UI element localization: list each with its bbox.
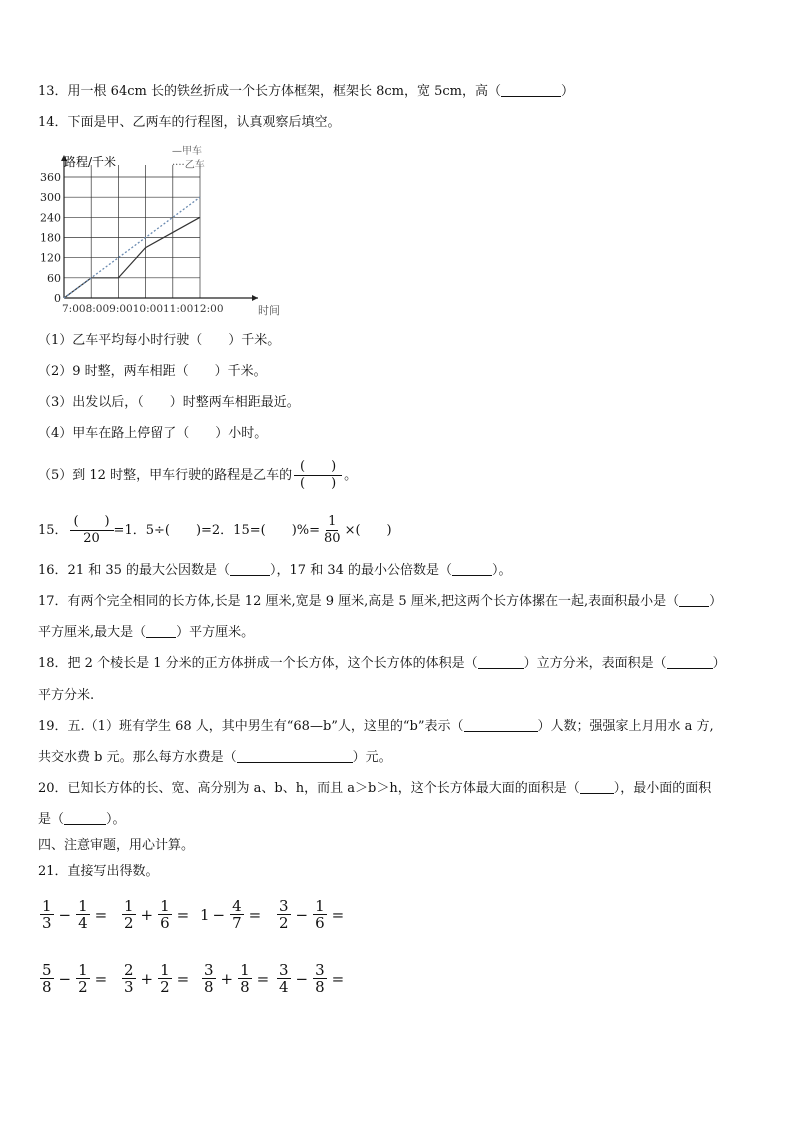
question-17-line-1: 17．有两个完全相同的长方体,长是 12 厘米,宽是 9 厘米,高是 5 厘米,把这两个长方体摞在一起,表面积最小是（ ） <box>38 594 723 609</box>
calc-item[interactable] <box>200 898 264 931</box>
calc-item[interactable] <box>275 898 347 931</box>
fraction-denominator: 4 <box>279 978 289 996</box>
fraction-denominator: 2 <box>78 978 88 996</box>
fraction-numerator: 3 <box>204 961 214 979</box>
fraction-numerator: 1 <box>78 897 88 915</box>
fraction-denominator: 7 <box>232 914 242 932</box>
fraction <box>230 898 244 931</box>
fraction <box>313 898 327 931</box>
calc-item[interactable] <box>120 962 192 995</box>
y-tick-label: 180 <box>40 231 61 245</box>
fraction-denominator: 2 <box>160 978 170 996</box>
q13-answer-blank[interactable] <box>501 84 561 97</box>
x-axis-label: 时间 <box>258 304 280 317</box>
y-tick-label: 300 <box>40 191 61 205</box>
fraction-numerator: 1 <box>124 897 134 915</box>
q19-blank-1[interactable] <box>464 719 538 732</box>
question-17-line-2: 平方厘米,最大是（ ）平方厘米。 <box>38 625 255 640</box>
y-tick-label: 0 <box>54 292 61 305</box>
q20-blank-2[interactable] <box>64 812 106 825</box>
question-16: 16．21 和 35 的最大公因数是（ ），17 和 34 的最小公倍数是（ ）。 <box>38 563 512 578</box>
fraction <box>277 898 291 931</box>
fraction-denominator: 4 <box>78 914 88 932</box>
equals-sign: = <box>94 905 108 924</box>
question-13: 13．用一根 64cm 长的铁丝折成一个长方体框架，框架长 8cm，宽 5cm，高（ ） <box>38 84 574 99</box>
fraction-denominator: 8 <box>204 978 214 996</box>
q15-fraction-2: $\frac{1}{80}$ <box>324 514 341 546</box>
question-20-line-1: 20．已知长方体的长、宽、高分别为 a、b、h，而且 a＞b＞h，这个长方体最大面的面积是（ ），最小面的面积 <box>38 781 712 796</box>
calc-item[interactable] <box>275 962 347 995</box>
q18-blank-1[interactable] <box>478 656 524 669</box>
fraction-denominator: 2 <box>279 914 289 932</box>
fraction-denominator: 8 <box>315 978 325 996</box>
x-tick-labels: 7:008:009:0010:0011:0012:00 <box>62 303 224 315</box>
question-19-line-2: 共交水费 b 元。那么每方水费是（ ）元。 <box>38 750 392 765</box>
calc-item[interactable] <box>120 898 192 931</box>
operator: − <box>58 969 72 988</box>
fraction <box>76 962 90 995</box>
fraction <box>122 898 136 931</box>
chart-lines <box>64 197 200 298</box>
fraction-numerator: 1 <box>240 961 250 979</box>
fraction <box>202 962 216 995</box>
y-tick-label: 360 <box>40 171 61 184</box>
equals-sign: = <box>256 969 270 988</box>
fraction-denominator: 6 <box>315 914 325 932</box>
fraction <box>122 962 136 995</box>
operator: − <box>212 905 226 924</box>
q20-blank-1[interactable] <box>580 781 614 794</box>
fraction <box>40 962 54 995</box>
section-4-heading: 四、注意审题，用心计算。 <box>38 838 195 853</box>
equals-sign: = <box>331 905 345 924</box>
q14-sub-4: （4）甲车在路上停留了（ ）小时。 <box>38 426 268 441</box>
fraction-numerator: 3 <box>315 961 325 979</box>
equals-sign: = <box>248 905 262 924</box>
fraction <box>76 898 90 931</box>
q14-sub-2: （2）9 时整，两车相距（ ）千米。 <box>38 364 267 379</box>
fraction-numerator: 3 <box>279 961 289 979</box>
whole-number: 1 <box>200 905 210 924</box>
q14-sub-3: （3）出发以后，（ ）时整两车相距最近。 <box>38 395 300 410</box>
q14-text: 14．下面是甲、乙两车的行程图，认真观察后填空。 <box>38 115 341 130</box>
q13-text: 13．用一根 64cm 长的铁丝折成一个长方体框架，框架长 8cm，宽 5cm，高（ <box>38 84 501 99</box>
fraction-denominator: 3 <box>42 914 52 932</box>
question-18-line-2: 平方分米. <box>38 688 95 703</box>
fraction <box>158 962 172 995</box>
fraction-denominator: 8 <box>42 978 52 996</box>
equals-sign: = <box>331 969 345 988</box>
q14-sub-1: （1）乙车平均每小时行驶（ ）千米。 <box>38 333 281 348</box>
q16-blank-1[interactable] <box>230 563 270 576</box>
equals-sign: = <box>176 969 190 988</box>
q16-blank-2[interactable] <box>452 563 492 576</box>
y-tick-label: 120 <box>40 251 61 265</box>
x-axis-arrow <box>252 295 258 301</box>
chart-ticks <box>40 171 61 305</box>
question-21-title: 21．直接写出得数。 <box>38 864 159 879</box>
equals-sign: = <box>94 969 108 988</box>
operator: + <box>220 969 234 988</box>
fraction-numerator: 1 <box>160 897 170 915</box>
fraction-numerator: 1 <box>160 961 170 979</box>
fraction-numerator: 1 <box>315 897 325 915</box>
fraction-denominator: 3 <box>124 978 134 996</box>
calc-item[interactable] <box>38 962 110 995</box>
q15-fraction-1[interactable]: $\frac{( )}{20}$ <box>70 514 114 547</box>
equals-sign: = <box>176 905 190 924</box>
fraction <box>40 898 54 931</box>
fraction-numerator: 1 <box>78 961 88 979</box>
operator: − <box>58 905 72 924</box>
question-18-line-1: 18．把 2 个棱长是 1 分米的正方体拼成一个长方体，这个长方体的体积是（ ）立方分米，表面积是（ ） <box>38 656 726 671</box>
calc-item[interactable] <box>38 898 110 931</box>
fraction <box>277 962 291 995</box>
chart-grid <box>64 165 200 298</box>
question-15: 15． $\frac{( )}{20}$ =1．5÷( )=2．15=( )%= $\frac{1}{80}$ ×( ) <box>38 514 392 546</box>
q18-blank-2[interactable] <box>667 656 713 669</box>
q14-sub-5-fraction[interactable]: $\frac{( )}{( )}$ <box>294 459 342 492</box>
fraction-numerator: 3 <box>279 897 289 915</box>
travel-chart <box>30 142 280 320</box>
calc-item[interactable] <box>200 962 272 995</box>
operator: + <box>140 905 154 924</box>
fraction <box>313 962 327 995</box>
fraction <box>158 898 172 931</box>
question-19-line-1: 19．五.（1）班有学生 68 人，其中男生有“68—b”人，这里的“b”表示（ ）人数；强强家上月用水 a 方, <box>38 719 714 734</box>
legend-yi: ····乙车 <box>172 160 205 171</box>
operator: − <box>295 905 309 924</box>
fraction-numerator: 1 <box>42 897 52 915</box>
q19-blank-2[interactable] <box>237 750 353 763</box>
q17-blank-1[interactable] <box>679 594 709 607</box>
fraction-denominator: 2 <box>124 914 134 932</box>
y-axis-label: 路程/千米 <box>64 155 117 169</box>
question-20-line-2: 是（ ）。 <box>38 812 126 827</box>
fraction-denominator: 8 <box>240 978 250 996</box>
operator: − <box>295 969 309 988</box>
legend-jia: —甲车 <box>172 146 202 157</box>
fraction-numerator: 4 <box>232 897 242 915</box>
q17-blank-2[interactable] <box>146 625 176 638</box>
operator: + <box>140 969 154 988</box>
fraction-numerator: 2 <box>124 961 134 979</box>
fraction <box>238 962 252 995</box>
fraction-numerator: 5 <box>42 961 52 979</box>
y-tick-label: 60 <box>47 271 61 285</box>
y-tick-label: 240 <box>40 211 61 225</box>
q14-sub-5: （5）到 12 时整，甲车行驶的路程是乙车的 $\frac{( )}{( )}$ 。 <box>38 459 358 491</box>
series-line-yi <box>64 197 200 298</box>
question-14 <box>38 115 341 131</box>
fraction-denominator: 6 <box>160 914 170 932</box>
